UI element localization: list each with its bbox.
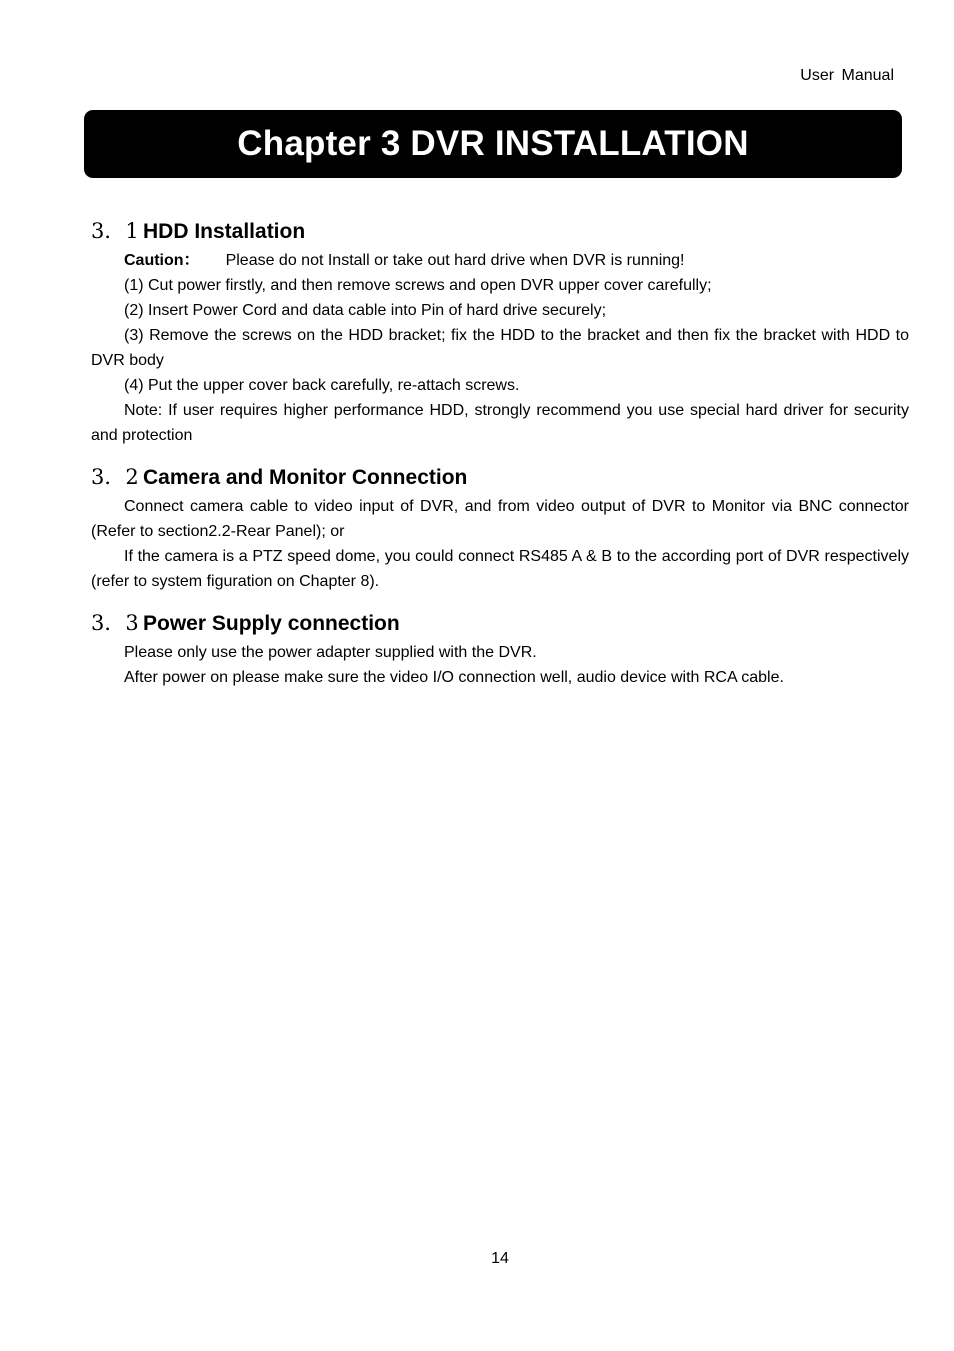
section-number: 3．3 [91,611,139,635]
page-number: 14 [491,1250,509,1267]
paragraph: (3) Remove the screws on the HDD bracket; fix the HDD to the bracket and then fix the bracket with HDD to DVR body [91,327,909,369]
caution-text: Please do not Install or take out hard drive when DVR is running! [225,252,685,269]
section-heading [91,460,909,494]
paragraph: (4) Put the upper cover back carefully, re-attach screws. [124,377,520,394]
section-title: Power Supply connection [143,612,400,635]
caution-label: Caution： [124,252,200,269]
section-hdd-installation [91,214,909,448]
paragraph: After power on please make sure the video I/O connection well, audio device with RCA cable. [124,669,784,686]
section-title: HDD Installation [143,220,306,243]
page-content [91,214,909,690]
section-camera-monitor-connection [91,460,909,594]
section-power-supply-connection [91,606,909,690]
section-heading [91,214,909,248]
section-heading [91,606,909,640]
chapter-title: Chapter 3 DVR INSTALLATION [237,124,749,163]
paragraph: Connect camera cable to video input of DVR, and from video output of DVR to Monitor via BNC connector (Refer to section2.2-Rear Panel); or [91,498,909,540]
paragraph: (2) Insert Power Cord and data cable into Pin of hard drive securely; [124,302,607,319]
section-title: Camera and Monitor Connection [143,466,468,489]
running-header: User Manual [800,67,894,84]
paragraph: Please only use the power adapter supplied with the DVR. [124,644,537,661]
section-number: 3．2 [91,465,139,489]
paragraph: (1) Cut power firstly, and then remove screws and open DVR upper cover carefully; [124,277,712,294]
paragraph: If the camera is a PTZ speed dome, you could connect RS485 A & B to the according port of DVR respectively (refer to system figuration on Chapter 8). [91,548,909,590]
section-number: 3．1 [91,219,139,243]
caution-paragraph [91,248,909,273]
chapter-banner [84,110,902,178]
paragraph: Note: If user requires higher performance HDD, strongly recommend you use special hard driver for security and protection [91,402,909,444]
